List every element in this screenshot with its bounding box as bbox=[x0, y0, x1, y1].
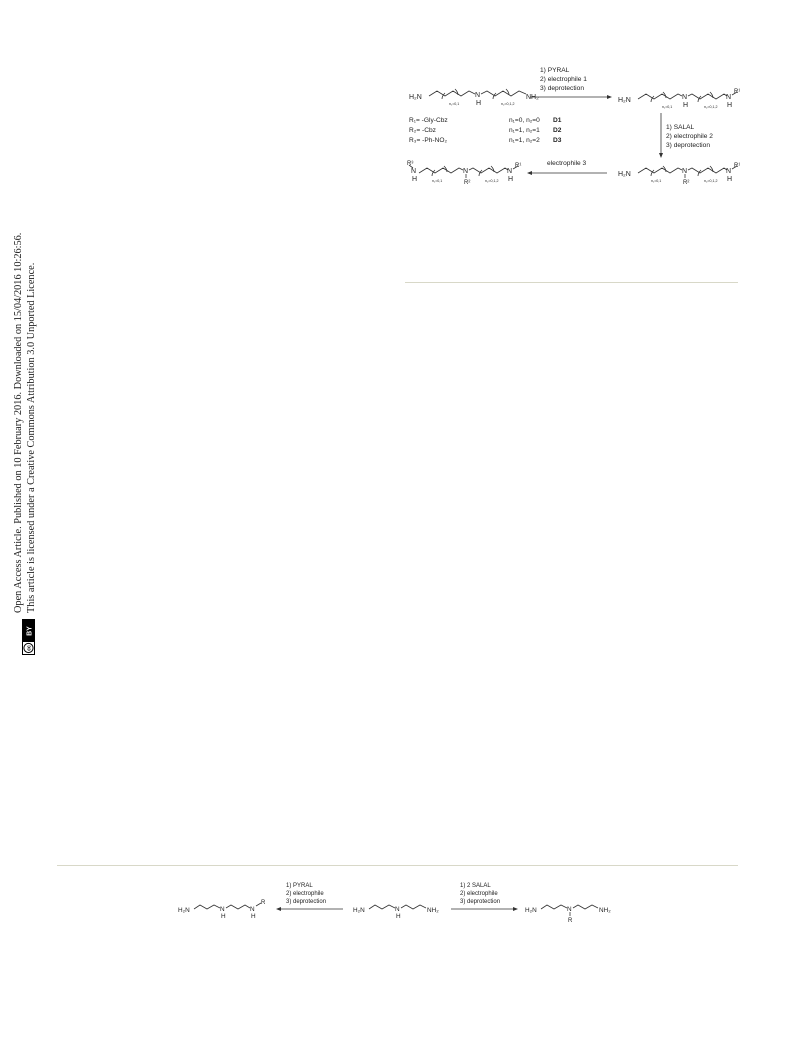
left-n2-label: N bbox=[250, 906, 255, 913]
left-r-label: R bbox=[261, 900, 266, 906]
step2-line-2: 2) electrophile 2 bbox=[666, 133, 713, 140]
int-h2n-label: H₂N bbox=[618, 97, 631, 104]
scheme-2 bbox=[176, 878, 626, 935]
int-h-label: H bbox=[683, 102, 689, 109]
p3-h-right-label: H bbox=[508, 176, 514, 183]
scheme2-left-arrowhead-icon bbox=[276, 907, 281, 911]
step2-line-3: 3) deprotection bbox=[666, 142, 710, 149]
compound-id-3: D3 bbox=[553, 137, 562, 144]
badge-cc-text: cc bbox=[26, 645, 33, 651]
polyamine-r1-structure bbox=[638, 92, 737, 102]
scheme2-right-arrowhead-icon bbox=[513, 907, 518, 911]
start-n1-subscript: n₁=0,1 bbox=[449, 102, 460, 106]
step1-line-3: 3) deprotection bbox=[540, 85, 584, 92]
r-group-1: R₁= -Gly-Cbz bbox=[409, 117, 448, 124]
int-n1-subscript: n₁=0,1 bbox=[662, 105, 673, 109]
r-group-3: R₃= -Ph-NO₂ bbox=[409, 137, 448, 144]
open-access-notice bbox=[8, 195, 40, 655]
left-h2n-label: H₂N bbox=[178, 907, 190, 914]
mid-h2n-label: H₂N bbox=[353, 907, 365, 914]
scheme-1-svg bbox=[405, 60, 740, 200]
int-n2-label: N bbox=[726, 94, 732, 101]
scheme2-left-step-3: 3) deprotection bbox=[286, 899, 327, 905]
right-h2n-label: H₂N bbox=[525, 907, 537, 914]
scheme2-right-step-1: 1) 2 SALAL bbox=[460, 883, 491, 889]
compound-id-2: D2 bbox=[553, 127, 562, 134]
right-nh2-label: NH₂ bbox=[599, 907, 611, 914]
mid-n-label: N bbox=[395, 906, 400, 913]
r-group-2: R₂= -Cbz bbox=[409, 127, 436, 134]
scheme2-right-step-3: 3) deprotection bbox=[460, 899, 501, 905]
scheme2-right-step-2: 2) electrophile bbox=[460, 891, 498, 897]
step2-arrowhead-icon bbox=[659, 153, 663, 158]
p2-n2-subscript: n₂=0,1,2 bbox=[704, 179, 718, 183]
start-nh2-label: NH₂ bbox=[526, 94, 539, 101]
int-n2-subscript: n₂=0,1,2 bbox=[704, 105, 718, 109]
notice-line-2: This article is licensed under a Creative Commons Attribution 3.0 Unported Licence. bbox=[26, 262, 37, 613]
scheme-1-divider bbox=[405, 282, 738, 283]
left-h2-label: H bbox=[251, 913, 256, 920]
mid-h-label: H bbox=[396, 913, 401, 920]
start-h-label: H bbox=[476, 100, 482, 107]
right-r-label: R bbox=[568, 918, 573, 924]
open-access-notice-svg bbox=[8, 195, 40, 655]
start-n2-subscript: n₂=0,1,2 bbox=[501, 102, 515, 106]
p2-r1-label: R¹ bbox=[734, 163, 740, 169]
step2-line-1: 1) SALAL bbox=[666, 124, 695, 131]
n-values-3: n₁=1, n₂=2 bbox=[509, 137, 540, 144]
scheme-2-svg bbox=[176, 878, 626, 930]
int-n-label: N bbox=[682, 94, 688, 101]
p3-n-right-label: N bbox=[507, 168, 513, 175]
right-n-label: N bbox=[567, 906, 572, 913]
p2-r2-label: R² bbox=[683, 180, 690, 186]
n-values-2: n₁=1, n₂=1 bbox=[509, 127, 540, 134]
int-h2-label: H bbox=[727, 102, 733, 109]
p3-n1-subscript: n₁=0,1 bbox=[432, 179, 443, 183]
scheme-1 bbox=[405, 60, 740, 205]
notice-line-1: Open Access Article. Published on 10 February 2016. Downloaded on 15/04/2016 10:26:56. bbox=[13, 232, 24, 613]
scheme2-left-step-2: 2) electrophile bbox=[286, 891, 324, 897]
polyamine-r1-r2-structure bbox=[638, 166, 737, 178]
p3-n-mid-label: N bbox=[463, 168, 469, 175]
compound-id-1: D1 bbox=[553, 117, 562, 124]
start-h2n-label: H₂N bbox=[409, 94, 422, 101]
p2-n2-label: N bbox=[726, 168, 732, 175]
n-values-1: n₁=0, n₂=0 bbox=[509, 117, 540, 124]
step1-arrowhead-icon bbox=[607, 95, 612, 99]
scheme-2-divider bbox=[57, 865, 738, 866]
step3-arrowhead-icon bbox=[527, 171, 532, 175]
p3-n-left-label: N bbox=[411, 168, 417, 175]
left-n-label: N bbox=[220, 906, 225, 913]
p3-r2-label: R² bbox=[464, 180, 471, 186]
badge-by-text: BY bbox=[26, 626, 34, 636]
int-r1-label: R¹ bbox=[734, 89, 740, 95]
left-h-label: H bbox=[221, 913, 226, 920]
scheme2-left-step-1: 1) PYRAL bbox=[286, 883, 313, 889]
p2-n-label: N bbox=[682, 168, 688, 175]
p2-h2n-label: H₂N bbox=[618, 171, 631, 178]
p3-n2-subscript: n₂=0,1,2 bbox=[485, 179, 499, 183]
cc-by-badge-icon bbox=[22, 619, 35, 655]
start-n-label: N bbox=[475, 92, 481, 99]
step3-label: electrophile 3 bbox=[547, 160, 587, 167]
p3-r3-label: R³ bbox=[407, 161, 414, 167]
p2-n1-subscript: n₁=0,1 bbox=[651, 179, 662, 183]
mid-nh2-label: NH₂ bbox=[427, 907, 439, 914]
p3-h-left-label: H bbox=[412, 176, 418, 183]
step1-line-1: 1) PYRAL bbox=[540, 67, 570, 74]
p2-h-label: H bbox=[727, 176, 733, 183]
step1-line-2: 2) electrophile 1 bbox=[540, 76, 587, 83]
p3-r1-label: R¹ bbox=[515, 163, 522, 169]
